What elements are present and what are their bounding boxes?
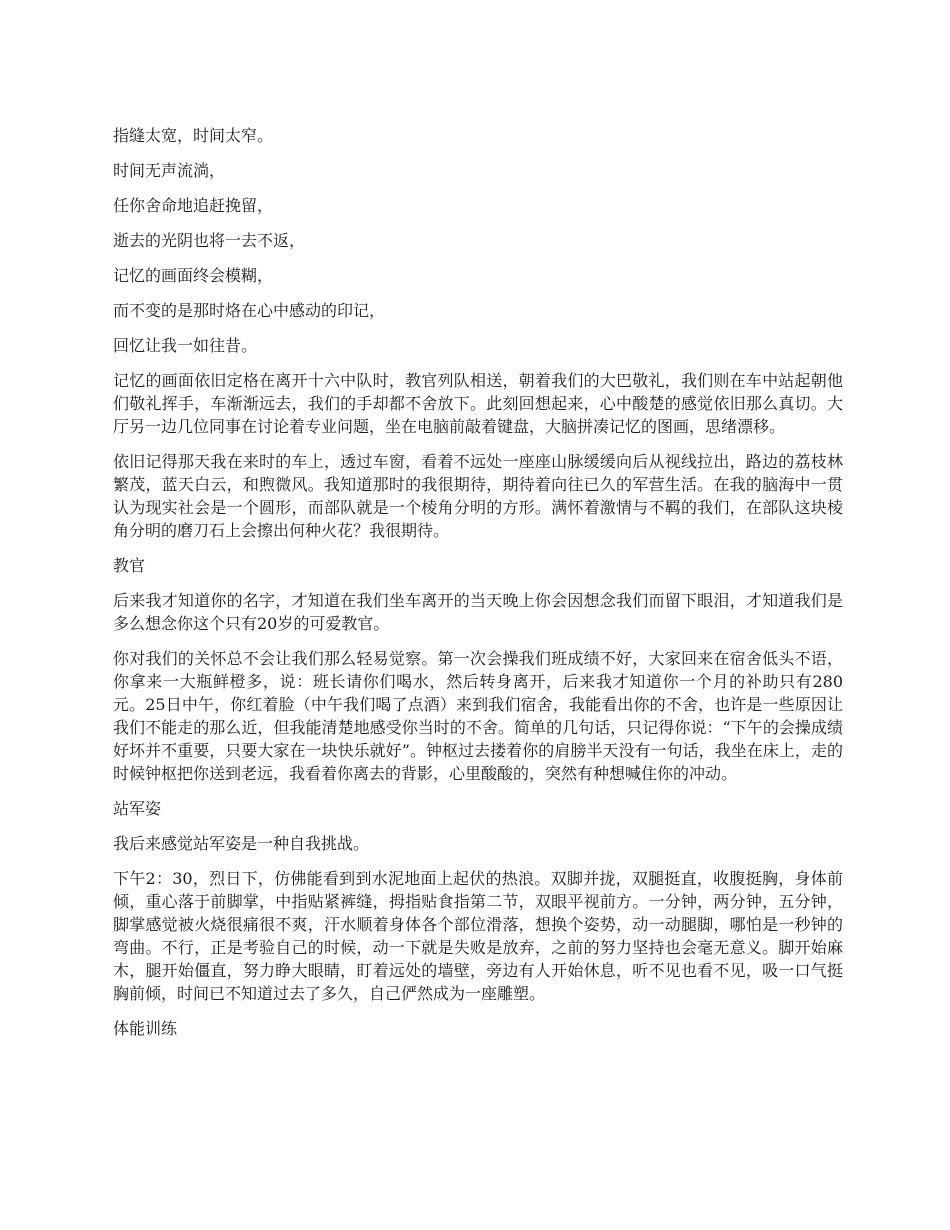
paragraph: 记忆的画面依旧定格在离开十六中队时，教官列队相送，朝着我们的大巴敬礼，我们则在车中站起朝他们敬礼挥手，车渐渐远去，我们的手却都不舍放下。此刻回想起来，心中酸楚的感觉依旧那么真切。大厅另一边几位同事在讨论着专业问题，坐在电脑前敲着键盘，大脑拼凑记忆的图画，思绪漂移。 — [113, 371, 843, 436]
paragraph: 记忆的画面终会模糊， — [113, 266, 274, 285]
paragraph: 依旧记得那天我在来时的车上，透过车窗，看着不远处一座座山脉缓缓向后从视线拉出，路边的荔枝林繁茂，蓝天白云，和煦微风。我知道那时的我很期待，期待着向往已久的军营生活。在我的脑海中一贯认为现实社会是一个圆形，而部队就是一个棱角分明的方形。满怀着激情与不羁的我们，在部队这块棱角分明的磨刀石上会擦出何种火花？我很期待。 — [113, 452, 843, 540]
paragraph: 时间无声流淌， — [113, 161, 226, 180]
paragraph: 任你舍命地追赶挽留， — [113, 196, 274, 215]
section-heading-instructor: 教官 — [113, 556, 146, 575]
paragraph: 回忆让我一如往昔。 — [113, 336, 258, 355]
section-heading-physical-training: 体能训练 — [113, 1019, 178, 1038]
paragraph: 你对我们的关怀总不会让我们那么轻易觉察。第一次会操我们班成绩不好，大家回来在宿舍低头不语，你拿来一大瓶鲜橙多，说：班长请你们喝水，然后转身离开，后来我才知道你一个月的补助只有280元。25日中午，你红着脸（中午我们喝了点酒）来到我们宿舍，我能看出你的不舍，也许是一些原因让我们不能走的那么近，但我能清楚地感受你当时的不舍。简单的几句话，只记得你说：“下午的会操成绩好坏并不重要，只要大家在一块快乐就好”。钟枢过去搂着你的肩膀半天没有一句话，我坐在床上，走的时候钟枢把你送到老远，我看着你离去的背影，心里酸酸的，突然有种想喊住你的冲动。 — [113, 649, 843, 783]
paragraph: 逝去的光阴也将一去不返， — [113, 231, 306, 250]
paragraph: 下午2：30，烈日下，仿佛能看到到水泥地面上起伏的热浪。双脚并拢，双腿挺直，收腹挺胸，身体前倾，重心落于前脚掌，中指贴紧裤缝，拇指贴食指第二节，双眼平视前方。一分钟，两分钟，五分钟，脚掌感觉被火烧很痛很不爽，汗水顺着身体各个部位滑落，想换个姿势，动一动腿脚，哪怕是一秒钟的弯曲。不行，正是考验自己的时候，动一下就是失败是放弃，之前的努力坚持也会毫无意义。脚开始麻木，腿开始僵直，努力睁大眼睛，盯着远处的墙壁，旁边有人开始休息，听不见也看不见，吸一口气挺胸前倾，时间已不知道过去了多久，自己俨然成为一座雕塑。 — [113, 869, 843, 1003]
document-body — [113, 124, 843, 1052]
paragraph: 而不变的是那时烙在心中感动的印记， — [113, 301, 386, 320]
section-heading-military-posture: 站军姿 — [113, 799, 162, 818]
paragraph: 我后来感觉站军姿是一种自我挑战。 — [113, 834, 370, 853]
paragraph: 指缝太宽，时间太窄。 — [113, 126, 274, 145]
paragraph: 后来我才知道你的名字，才知道在我们坐车离开的当天晚上你会因想念我们而留下眼泪，才知道我们是多么想念你这个只有20岁的可爱教官。 — [113, 591, 843, 633]
